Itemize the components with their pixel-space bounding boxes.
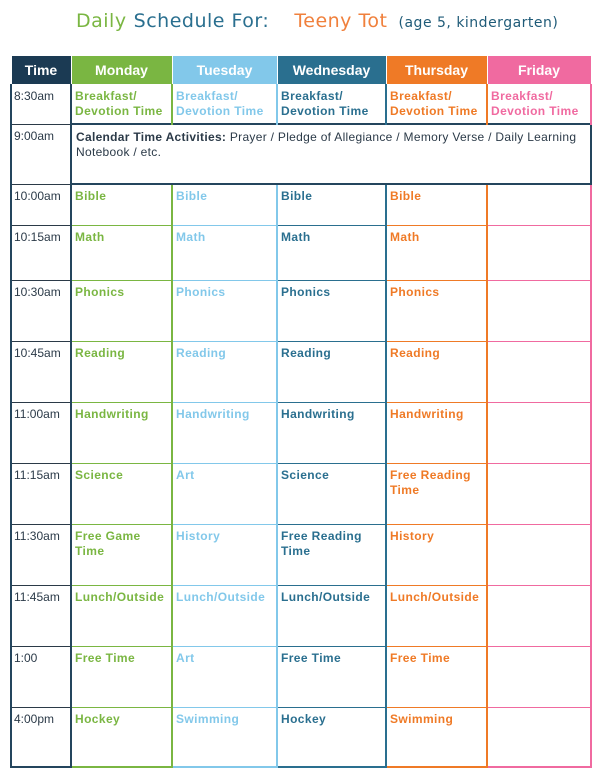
thursday-cell: Reading [386,342,487,403]
calendar-label: Calendar Time Activities: [76,130,227,144]
monday-cell: Free Time [71,647,172,708]
thursday-cell: Handwriting [386,403,487,464]
header-wednesday: Wednesday [277,56,386,85]
friday-cell: Breakfast/ Devotion Time [487,85,591,125]
thursday-cell: Breakfast/ Devotion Time [386,85,487,125]
time-cell: 4:00pm [11,708,71,768]
header-thursday: Thursday [386,56,487,85]
header-friday: Friday [487,56,591,85]
calendar-row [11,124,591,184]
table-row [11,226,591,281]
friday-cell [487,342,591,403]
wednesday-cell: Reading [277,342,386,403]
friday-cell [487,226,591,281]
time-cell: 10:00am [11,184,71,226]
wednesday-cell: Breakfast/ Devotion Time [277,85,386,125]
table-row [11,85,591,125]
calendar-activities-cell [71,124,591,184]
wednesday-cell: Hockey [277,708,386,768]
thursday-cell: Free Time [386,647,487,708]
table-row [11,708,591,768]
thursday-cell: Free Reading Time [386,464,487,525]
table-row [11,464,591,525]
monday-cell: Breakfast/ Devotion Time [71,85,172,125]
table-row [11,525,591,586]
table-row [11,281,591,342]
header-time: Time [11,56,71,85]
tuesday-cell: Lunch/Outside [172,586,277,647]
time-cell: 10:45am [11,342,71,403]
title-daily: Daily [76,10,127,32]
tuesday-cell: Art [172,647,277,708]
header-tuesday: Tuesday [172,56,277,85]
wednesday-cell: Lunch/Outside [277,586,386,647]
monday-cell: Phonics [71,281,172,342]
monday-cell: Science [71,464,172,525]
wednesday-cell: Science [277,464,386,525]
time-cell: 1:00 [11,647,71,708]
monday-cell: Math [71,226,172,281]
wednesday-cell: Free Reading Time [277,525,386,586]
thursday-cell: Phonics [386,281,487,342]
friday-cell [487,184,591,226]
tuesday-cell: Math [172,226,277,281]
time-cell: 10:30am [11,281,71,342]
time-cell: 8:30am [11,85,71,125]
thursday-cell: Lunch/Outside [386,586,487,647]
title-schedule-for: Schedule For: [133,10,270,32]
wednesday-cell: Phonics [277,281,386,342]
friday-cell [487,525,591,586]
thursday-cell: Bible [386,184,487,226]
time-cell: 11:45am [11,586,71,647]
wednesday-cell: Handwriting [277,403,386,464]
monday-cell: Handwriting [71,403,172,464]
time-cell: 10:15am [11,226,71,281]
friday-cell [487,403,591,464]
title-child-details: (age 5, kindergarten) [398,15,559,31]
monday-cell: Lunch/Outside [71,586,172,647]
monday-cell: Reading [71,342,172,403]
wednesday-cell: Free Time [277,647,386,708]
tuesday-cell: History [172,525,277,586]
header-monday: Monday [71,56,172,85]
time-cell: 11:30am [11,525,71,586]
tuesday-cell: Art [172,464,277,525]
time-cell: 11:15am [11,464,71,525]
time-cell: 11:00am [11,403,71,464]
friday-cell [487,586,591,647]
time-cell: 9:00am [11,124,71,184]
monday-cell: Hockey [71,708,172,768]
page-title [76,10,596,44]
friday-cell [487,708,591,768]
thursday-cell: Swimming [386,708,487,768]
tuesday-cell: Bible [172,184,277,226]
table-row [11,342,591,403]
title-child-name: Teeny Tot [294,10,388,32]
schedule-table [10,55,592,768]
friday-cell [487,281,591,342]
tuesday-cell: Handwriting [172,403,277,464]
table-row [11,184,591,226]
wednesday-cell: Bible [277,184,386,226]
monday-cell: Bible [71,184,172,226]
thursday-cell: Math [386,226,487,281]
table-row [11,403,591,464]
header-row [11,56,591,85]
calendar-text: Prayer / Pledge of Allegiance / Memory Verse / Daily Learning Notebook / etc. [76,130,577,159]
tuesday-cell: Reading [172,342,277,403]
thursday-cell: History [386,525,487,586]
table-row [11,647,591,708]
tuesday-cell: Swimming [172,708,277,768]
monday-cell: Free Game Time [71,525,172,586]
table-row [11,586,591,647]
tuesday-cell: Breakfast/ Devotion Time [172,85,277,125]
friday-cell [487,647,591,708]
friday-cell [487,464,591,525]
tuesday-cell: Phonics [172,281,277,342]
wednesday-cell: Math [277,226,386,281]
